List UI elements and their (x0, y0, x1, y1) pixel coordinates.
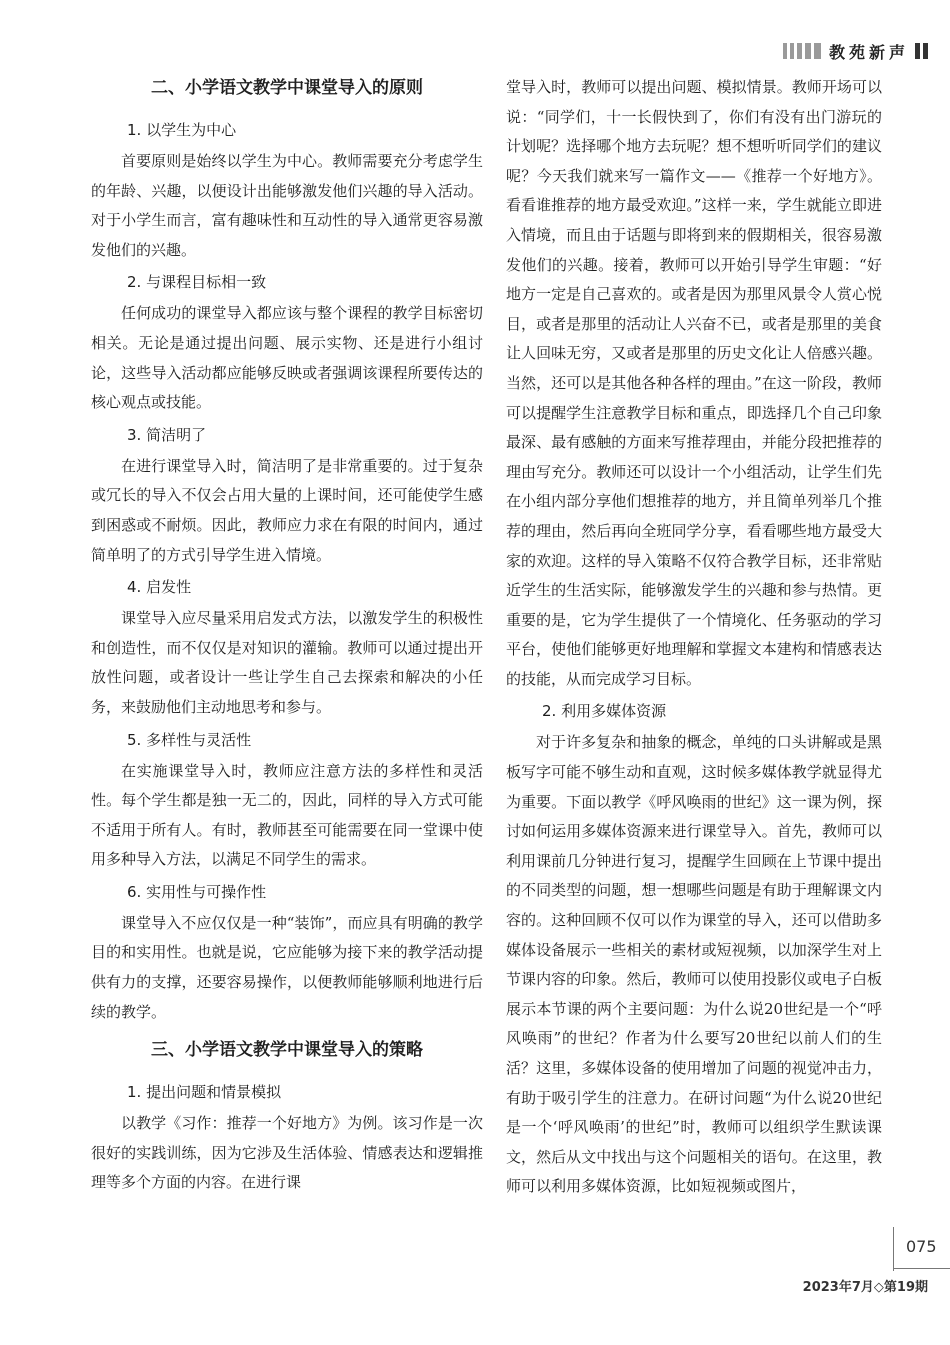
principle-5-text: 在实施课堂导入时，教师应注意方法的多样性和灵活性。每个学生都是独一无二的，因此，同样的导入方式可能不适用于所有人。有时，教师甚至可能需要在同一堂课中使用多种导入方法，以满足不同学生的需求。 (91, 761, 483, 869)
strategy-1-text: 以教学《习作：推荐一个好地方》为例。该习作是一次很好的实践训练，因为它涉及生活体验、情感表达和逻辑推理等多个方面的内容。在进行课 (91, 1114, 483, 1192)
strategy-2-text: 对于许多复杂和抽象的概念，单纯的口头讲解或是黑板写字可能不够生动和直观，这时候多媒体教学就显得尤为重要。下面以教学《呼风唤雨的世纪》这一课为例，探讨如何运用多媒体资源来进行课堂导入。首先，教师可以利用课前几分钟进行复习，提醒学生回顾在上节课中提出的不同类型的问题，想一想哪些问题是有助于理解课文内容的。这种回顾不仅可以作为课堂的导入，还可以借助多媒体设备展示一些相关的素材或短视频，以加深学生对上节课内容的印象。然后，教师可以使用投影仪或电子白板展示本节课的两个主要问题：为什么说20世纪是一个“呼风唤雨”的世纪？作者为什么要写20世纪以前人们的生活？这里，多媒体设备的使用增加了问题的视觉冲击力，有助于吸引学生的注意力。在研讨问题“为什么说20世纪是一个‘呼风唤雨’的世纪”时，教师可以组织学生默读课文，然后从文中找出与这个问题相关的语句。在这里，教师可以利用多媒体资源，比如短视频或图片， (506, 733, 882, 1196)
page-number-rule (893, 1268, 950, 1269)
principle-1-heading: 1. 以学生为中心 (127, 121, 237, 139)
principle-3-text: 在进行课堂导入时，简洁明了是非常重要的。过于复杂或冗长的导入不仅会占用大量的上课时间，还可能使学生感到困惑或不耐烦。因此，教师应力求在有限的时间内，通过简单明了的方式引导学生进入情境。 (91, 456, 483, 564)
left-column (91, 73, 483, 1202)
strategy-2-heading: 2. 利用多媒体资源 (542, 702, 667, 721)
principle-2-text: 任何成功的课堂导入都应该与整个课程的教学目标密切相关。无论是通过提出问题、展示实物、还是进行小组讨论，这些导入活动都应能够反映或者强调该课程所要传达的核心观点或技能。 (91, 304, 483, 412)
principle-5-heading: 5. 多样性与灵活性 (127, 730, 252, 749)
principle-3-heading: 3. 简洁明了 (127, 425, 207, 444)
running-header (783, 40, 928, 62)
principle-6-text: 课堂导入不应仅仅是一种“装饰”，而应具有明确的教学目的和实用性。也就是说，它应能够为接下来的教学活动提供有力的支撑，还要容易操作，以便教师能够顺利地进行后续的教学。 (91, 913, 483, 1021)
right-column (506, 73, 882, 1206)
principle-2-heading: 2. 与课程目标相一致 (127, 273, 267, 292)
page-number-box (893, 1227, 950, 1271)
principle-1-text: 首要原则是始终以学生为中心。教师需要充分考虑学生的年龄、兴趣，以便设计出能够激发他们兴趣的导入活动。对于小学生而言，富有趣味性和互动性的导入通常更容易激发他们的兴趣。 (91, 152, 483, 259)
column-title: 教苑新声 (828, 42, 909, 62)
principle-4-text: 课堂导入应尽量采用启发式方法，以激发学生的积极性和创造性，而不仅仅是对知识的灌输。教师可以通过提出开放性问题，或者设计一些让学生自己去探索和解决的小任务，来鼓励他们主动地思考和参与。 (91, 609, 483, 716)
principle-6-heading: 6. 实用性与可操作性 (127, 882, 267, 901)
header-tail-bars (915, 43, 928, 59)
principle-4-heading: 4. 启发性 (127, 578, 192, 597)
header-decoration-bars (783, 43, 821, 59)
strategy-1-heading: 1. 提出问题和情景模拟 (127, 1083, 282, 1102)
page-number: 075 (906, 1237, 937, 1256)
section-2-title: 二、小学语文教学中课堂导入的原则 (151, 78, 423, 98)
strategy-1-continuation: 堂导入时，教师可以提出问题、模拟情景。教师开场可以说：“同学们，十一长假快到了，你们有没有出门游玩的计划呢？选择哪个地方去玩呢？想不想听听同学们的建议呢？今天我们就来写一篇作文——《推荐一个好地方》。看看谁推荐的地方最受欢迎。”这样一来，学生就能立即进入情境，而且由于话题与即将到来的假期相关，很容易激发他们的兴趣。接着，教师可以开始引导学生审题：“好地方一定是自己喜欢的。或者是因为那里风景令人赏心悦目，或者是那里的活动让人兴奋不已，或者是那里的美食让人回味无穷，又或者是那里的历史文化让人倍感兴趣。当然，还可以是其他各种各样的理由。”在这一阶段，教师可以提醒学生注意教学目标和重点，即选择几个自己印象最深、最有感触的方面来写推荐理由，并能分段把推荐的理由写充分。教师还可以设计一个小组活动，让学生们先在小组内部分享他们想推荐的地方，并且简单列举几个推荐的理由，然后再向全班同学分享，看看哪些地方最受大家的欢迎。这样的导入策略不仅符合教学目标，还非常贴近学生的生活实际，能够激发学生的兴趣和参与热情。更重要的是，它为学生提供了一个情境化、任务驱动的学习平台，使他们能够更好地理解和掌握文本建构和情感表达的技能，从而完成学习目标。 (506, 78, 882, 688)
issue-label: 2023年7月◇第19期 (802, 1280, 928, 1295)
section-3-title: 三、小学语文教学中课堂导入的策略 (151, 1040, 423, 1061)
